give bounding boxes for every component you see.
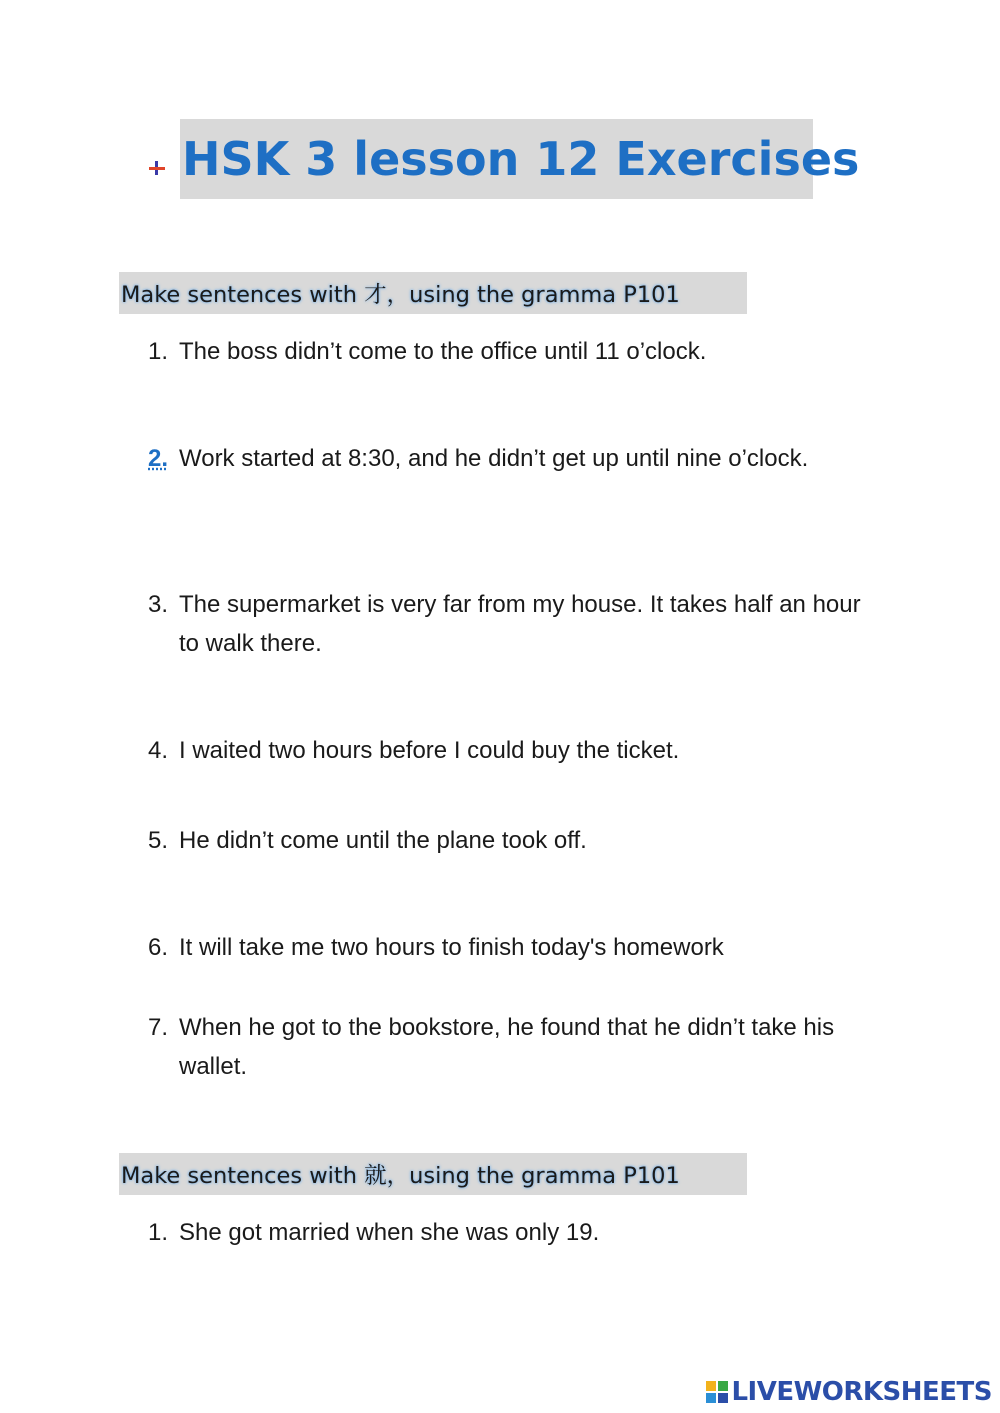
page-title-block xyxy=(148,119,860,199)
logo-mark-icon xyxy=(706,1381,728,1403)
liveworksheets-logo xyxy=(706,1377,992,1407)
logo-text: LIVEWORKSHEETS xyxy=(731,1377,992,1407)
list-item xyxy=(148,439,878,478)
list-item xyxy=(148,821,878,860)
item-number: 7. xyxy=(148,1014,169,1041)
bullet-icon xyxy=(148,159,166,177)
item-text: When he got to the bookstore, he found that he didn’t take his wallet. xyxy=(179,1014,835,1080)
list-item xyxy=(148,928,878,967)
list-item xyxy=(148,585,878,663)
item-text: He didn’t come until the plane took off. xyxy=(179,827,587,854)
item-number: 4. xyxy=(148,737,169,764)
item-number: 1. xyxy=(148,338,169,365)
section-heading-text: Make sentences with 才，using the gramma P101 xyxy=(121,282,680,308)
section-heading-jiu xyxy=(119,1153,747,1195)
item-text: I waited two hours before I could buy the ticket. xyxy=(179,737,680,764)
list-item xyxy=(148,1008,878,1086)
item-text: Work started at 8:30, and he didn’t get up until nine o’clock. xyxy=(179,445,809,472)
section-heading-text: Make sentences with 就，using the gramma P101 xyxy=(121,1163,680,1189)
item-number: 5. xyxy=(148,827,169,854)
page-title-highlight xyxy=(180,119,860,199)
item-text: She got married when she was only 19. xyxy=(179,1219,600,1246)
section-heading-cai xyxy=(119,272,747,314)
list-item xyxy=(148,1213,878,1252)
item-text: The supermarket is very far from my house. It takes half an hour to walk there. xyxy=(179,591,861,657)
item-text: The boss didn’t come to the office until 11 o’clock. xyxy=(179,338,707,365)
item-text: It will take me two hours to finish today's homework xyxy=(179,934,724,961)
item-number: 6. xyxy=(148,934,169,961)
list-item xyxy=(148,332,878,371)
item-number: 3. xyxy=(148,591,169,618)
page-title: HSK 3 lesson 12 Exercises xyxy=(182,132,860,186)
list-item xyxy=(148,731,878,770)
item-number: 1. xyxy=(148,1219,169,1246)
item-number: 2. xyxy=(148,445,169,472)
